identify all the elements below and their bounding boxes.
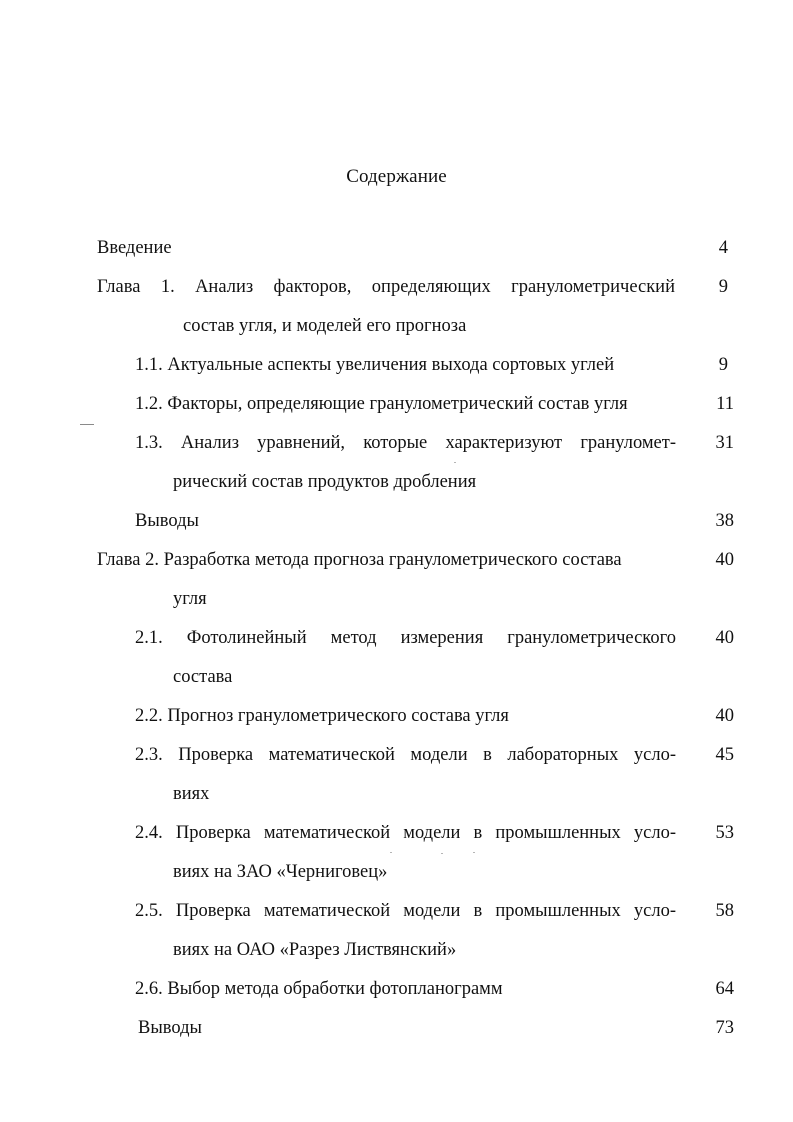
toc-page-number: 38 <box>715 511 734 531</box>
toc-entry-conclusions-2-line-1: Выводы <box>138 1018 202 1038</box>
toc-page-number: 73 <box>715 1018 734 1038</box>
toc-title: Содержание <box>346 166 447 187</box>
toc-entry-2-3-line-1: 2.3. Проверка математической модели в лабораторных усло- <box>135 745 676 765</box>
toc-page-number: 9 <box>718 277 728 297</box>
toc-page-number: 53 <box>715 823 734 843</box>
toc-entry-1-3-line-1: 1.3. Анализ уравнений, которые характеризуют грануломет- <box>135 433 676 453</box>
toc-entry-2-1-line-1: 2.1. Фотолинейный метод измерения гранулометрического <box>135 628 676 648</box>
toc-page-number: 40 <box>715 628 734 648</box>
toc-entry-intro-line-1: Введение <box>97 238 172 258</box>
scan-speck <box>441 853 443 854</box>
scan-speck <box>454 462 456 463</box>
toc-page-number: 58 <box>715 901 734 921</box>
toc-page-number: 40 <box>715 550 734 570</box>
toc-page-number: 4 <box>718 238 728 258</box>
toc-entry-conclusions-1-line-1: Выводы <box>135 511 199 531</box>
scan-speck <box>473 852 475 853</box>
toc-entry-2-3-line-2: виях <box>173 784 210 804</box>
scan-margin-mark <box>80 424 94 425</box>
toc-entry-2-2-line-1: 2.2. Прогноз гранулометрического состава угля <box>135 706 509 726</box>
toc-entry-2-1-line-2: состава <box>173 667 233 687</box>
toc-page-number: 40 <box>715 706 734 726</box>
toc-entry-2-5-line-1: 2.5. Проверка математической модели в промышленных усло- <box>135 901 676 921</box>
toc-page-number: 31 <box>715 433 734 453</box>
toc-entry-2-5-line-2: виях на ОАО «Разрез Листвянский» <box>173 940 457 960</box>
toc-entry-1-2-line-1: 1.2. Факторы, определяющие гранулометрический состав угля <box>135 394 628 414</box>
toc-entry-2-6-line-1: 2.6. Выбор метода обработки фотопланограмм <box>135 979 503 999</box>
toc-entry-2-4-line-2: виях на ЗАО «Черниговец» <box>173 862 388 882</box>
toc-entry-1-3-line-2: рический состав продуктов дробления <box>173 472 477 492</box>
toc-entry-chapter-2-line-1: Глава 2. Разработка метода прогноза гранулометрического состава <box>97 550 622 570</box>
scan-speck <box>390 852 392 853</box>
toc-entry-chapter-2-line-2: угля <box>173 589 207 609</box>
toc-entry-1-1-line-1: 1.1. Актуальные аспекты увеличения выхода сортовых углей <box>135 355 615 375</box>
toc-entry-2-4-line-1: 2.4. Проверка математической модели в промышленных усло- <box>135 823 676 843</box>
toc-page-number: 64 <box>715 979 734 999</box>
toc-entry-chapter-1-line-1: Глава 1. Анализ факторов, определяющих гранулометрический <box>97 277 675 297</box>
toc-page-number: 11 <box>716 394 734 414</box>
toc-entry-chapter-1-line-2: состав угля, и моделей его прогноза <box>183 316 467 336</box>
toc-page-number: 9 <box>718 355 728 375</box>
toc-page-number: 45 <box>715 745 734 765</box>
